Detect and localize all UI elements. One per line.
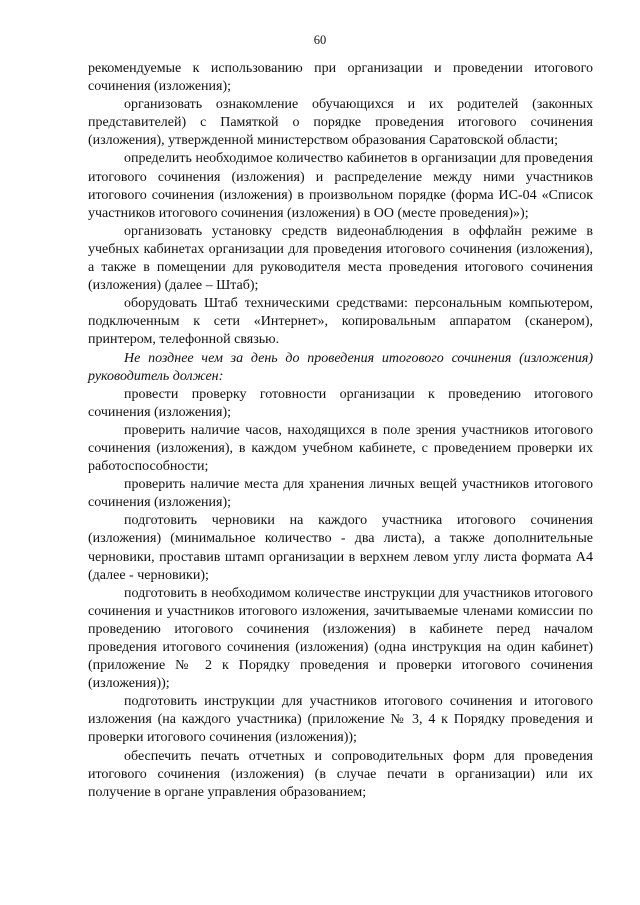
paragraph: оборудовать Штаб техническими средствами: персональным компьютером, подключенным к сети «Интернет», копировальным аппаратом (сканером), принтером, телефонной связью. [88, 296, 593, 348]
paragraph: определить необходимое количество кабинетов в организации для проведения итогового сочинения (изложения) и распределение между ними участников итогового сочинения (изложения) в произвольном порядке (форма ИС-04 «Список участников итогового сочинения (изложения) в ОО (месте проведения)»); [88, 151, 593, 221]
paragraph: обеспечить печать отчетных и сопроводительных форм для проведения итогового сочинения (изложения) (в случае печати в организации) или их получение в органе управления образованием; [88, 748, 593, 800]
paragraph: проверить наличие часов, находящихся в поле зрения участников итогового сочинения (изложения), в каждом учебном кабинете, с проведением проверки их работоспособности; [88, 422, 593, 475]
paragraph: проверить наличие места для хранения личных вещей участников итогового сочинения (изложения); [88, 477, 593, 511]
paragraph: провести проверку готовности организации к проведению итогового сочинения (изложения); [88, 386, 593, 420]
paragraph: организовать установку средств видеонаблюдения в оффлайн режиме в учебных кабинетах организации для проведения итогового сочинения (изложения), а также в помещении для руководителя места проведения итогового сочинения (изложения) (далее – Штаб); [88, 223, 593, 294]
paragraph: подготовить инструкции для участников итогового сочинения и итогового изложения (на каждого участника) (приложение № 3, 4 к Порядку проведения и проверки итогового сочинения (изложения)); [88, 694, 593, 746]
paragraph: подготовить в необходимом количестве инструкции для участников итогового сочинения и участников итогового изложения, зачитываемые членами комиссии по проведению итогового сочинения (изложения) в кабинете перед началом проведения итогового сочинения (изложения) (одна инструкция на один кабинет) (приложение № 2 к Порядку проведения и проверки итогового сочинения (изложения)); [88, 585, 593, 692]
document-body [88, 60, 593, 802]
page-number: 60 [313, 33, 327, 47]
paragraph: подготовить черновики на каждого участника итогового сочинения (изложения) (минимальное количество - два листа), а также дополнительные черновики, проставив штамп организации в верхнем левом углу листа формата А4 (далее - черновики); [88, 513, 593, 583]
paragraph: рекомендуемые к использованию при организации и проведении итогового сочинения (изложения); [88, 61, 593, 95]
paragraph: Не позднее чем за день до проведения итогового сочинения (изложения) руководитель должен: [88, 350, 593, 384]
paragraph: организовать ознакомление обучающихся и их родителей (законных представителей) с Памяткой о порядке проведения итогового сочинения (изложения), утвержденной министерством образования Саратовской области; [88, 97, 593, 149]
